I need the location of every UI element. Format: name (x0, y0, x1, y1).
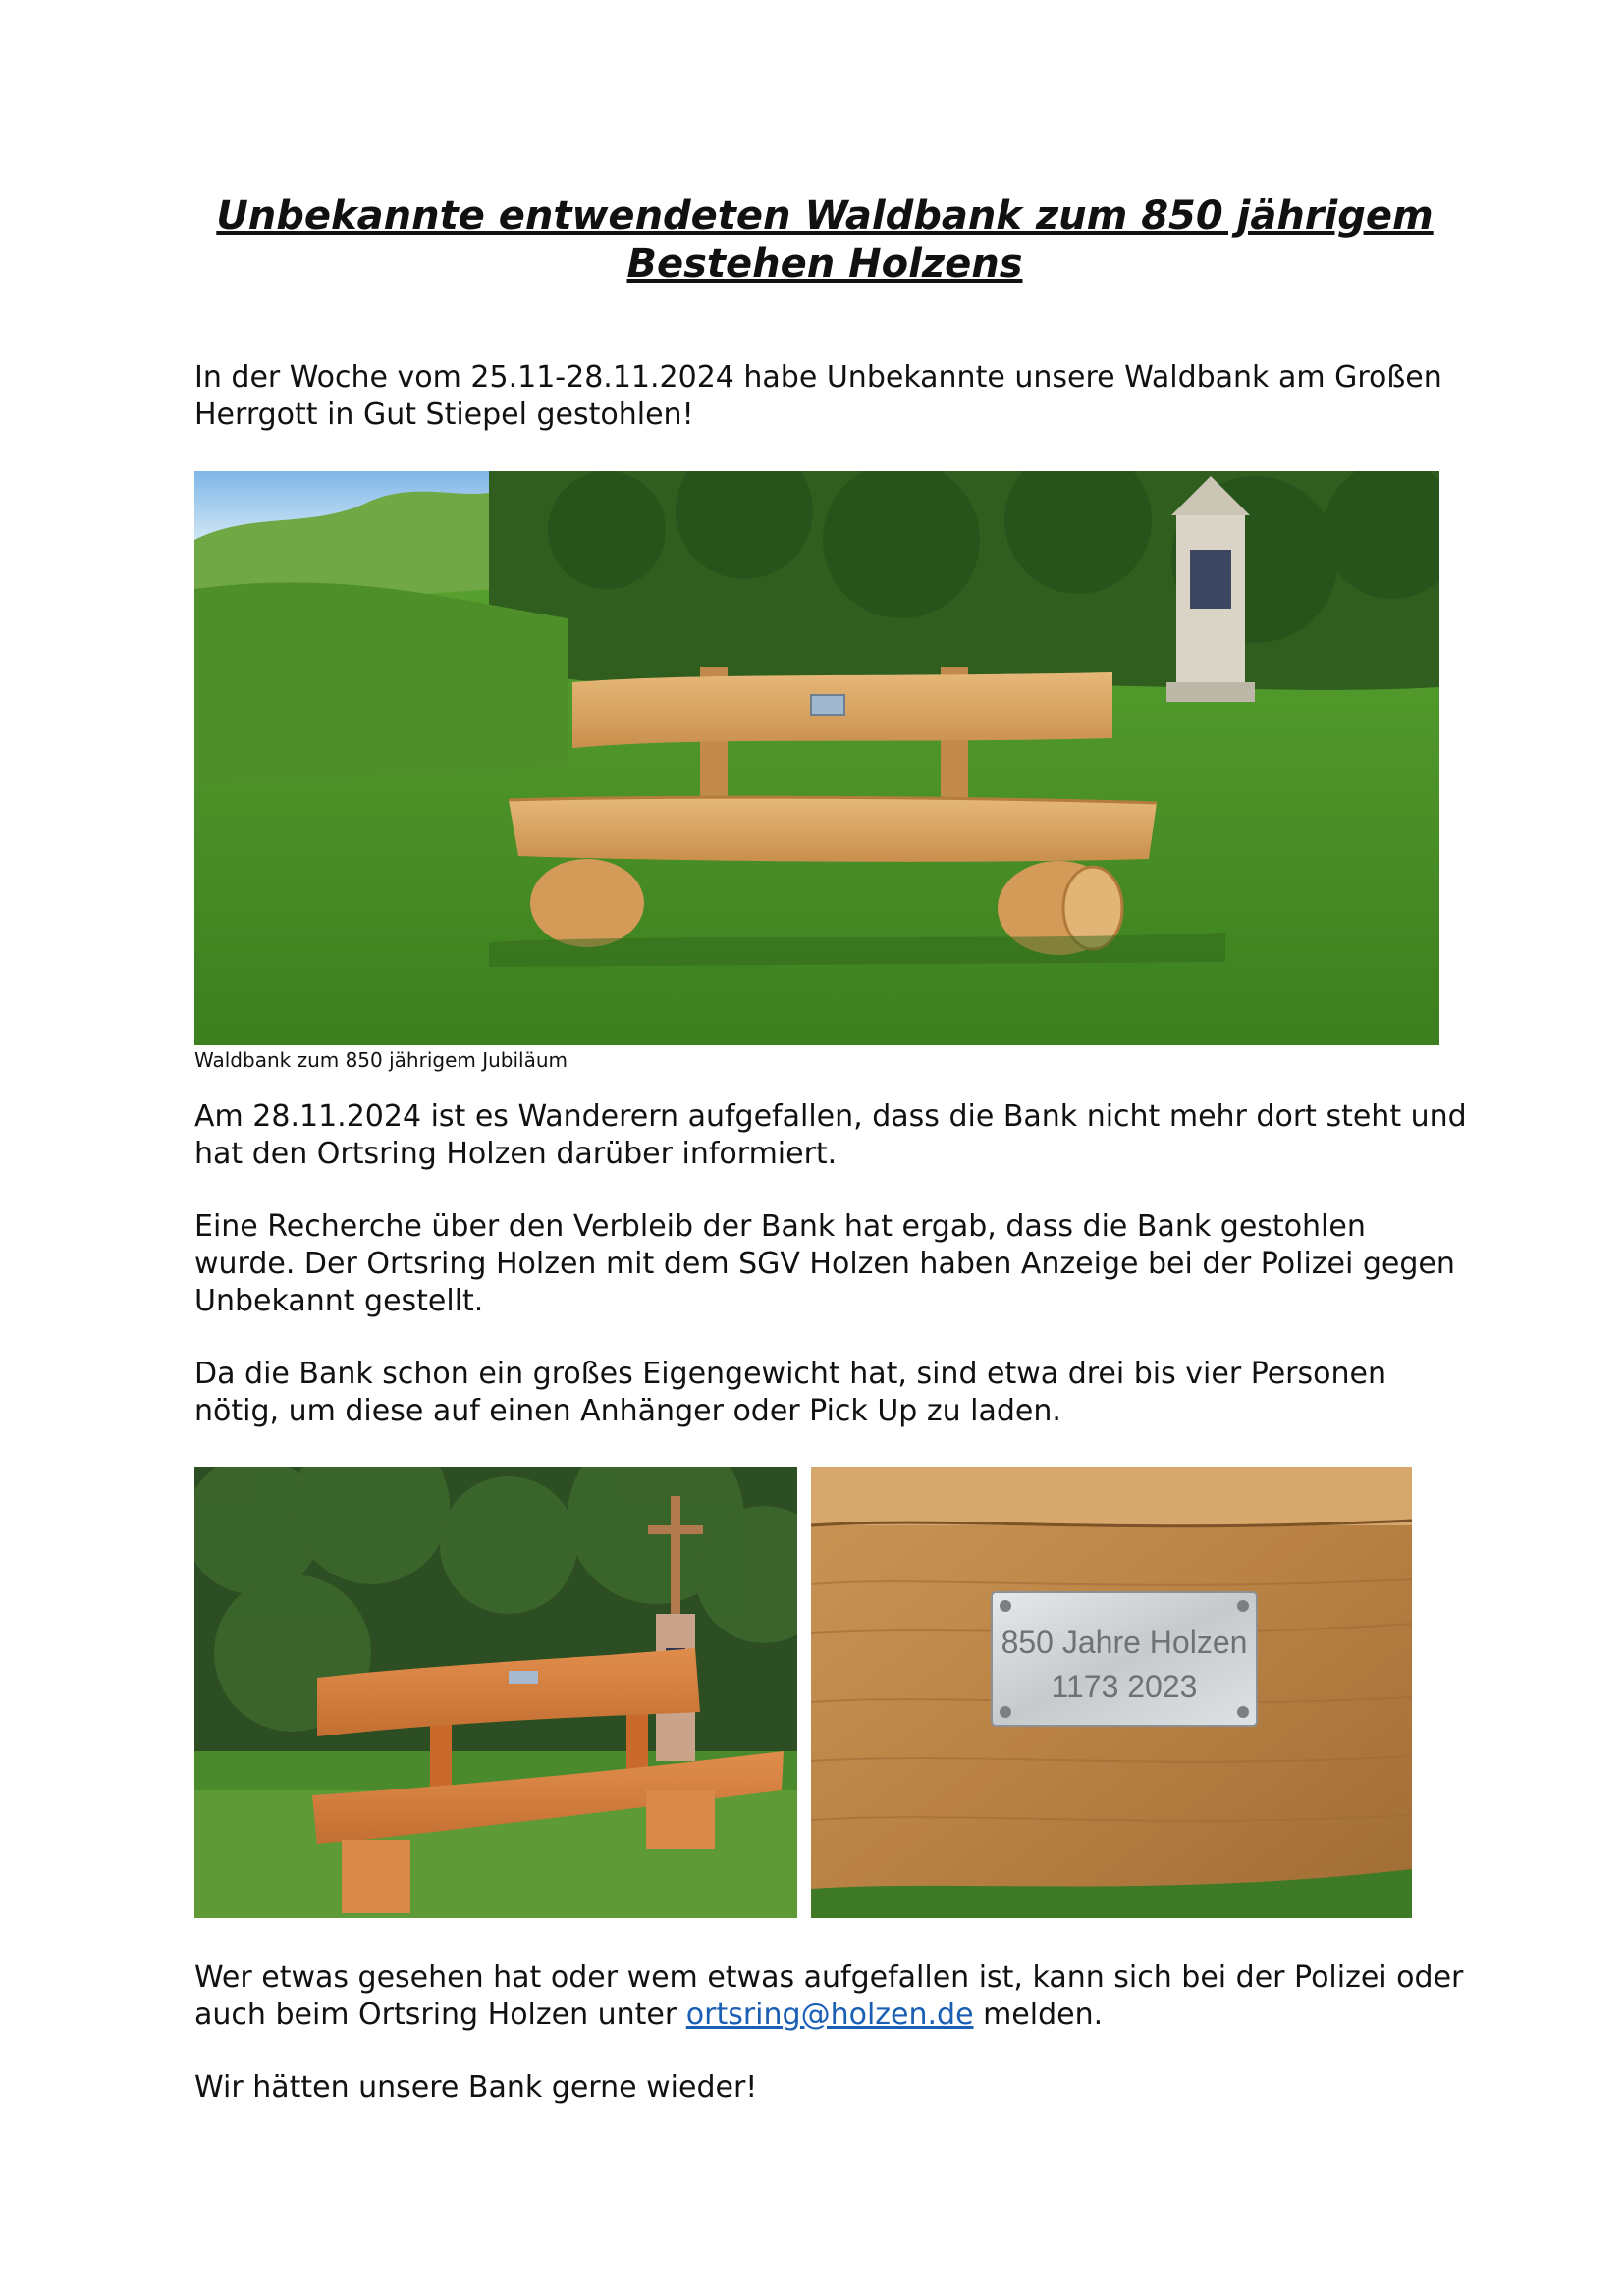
paragraph-weight: Da die Bank schon ein großes Eigengewicht hat, sind etwa drei bis vier Personen nötig, um diese auf einen Anhänger oder Pick Up zu laden. (194, 1357, 1386, 1428)
email-link[interactable]: ortsring@holzen.de (685, 1998, 974, 2032)
page-title (147, 192, 1502, 289)
bench-photo-crucifix (194, 1467, 797, 1918)
paragraph-contact (194, 1959, 1471, 2034)
contact-text-after: melden. (973, 1998, 1104, 2032)
title-line-2: Bestehen Holzens (626, 241, 1023, 287)
closing-paragraph: Wir hätten unsere Bank gerne wieder! (194, 2070, 758, 2105)
photo-caption: Waldbank zum 850 jährigem Jubiläum (194, 1048, 568, 1072)
contact-text-before: Wer etwas gesehen hat oder wem etwas aufgefallen ist, kann sich bei der Polizei oder auch beim Ortsring Holzen unter (194, 1960, 1464, 2032)
paragraph-investigation: Eine Recherche über den Verbleib der Bank hat ergab, dass die Bank gestohlen wurde. Der Ortsring Holzen mit dem SGV Holzen haben Anzeige bei der Polizei gegen Unbekannt gestellt. (194, 1209, 1455, 1318)
plaque-line-1: 850 Jahre Holzen (1001, 1625, 1248, 1660)
title-line-1: Unbekannte entwendeten Waldbank zum 850 jährigem (216, 193, 1434, 239)
intro-paragraph: In der Woche vom 25.11-28.11.2024 habe Unbekannte unsere Waldbank am Großen Herrgott in Gut Stiepel gestohlen! (194, 360, 1442, 432)
bench-photo-main (194, 471, 1439, 1045)
paragraph-discovery: Am 28.11.2024 ist es Wanderern aufgefallen, dass die Bank nicht mehr dort steht und hat den Ortsring Holzen darüber informiert. (194, 1099, 1467, 1171)
plaque-line-2: 1173 2023 (1051, 1669, 1198, 1704)
plaque-photo (811, 1467, 1412, 1918)
